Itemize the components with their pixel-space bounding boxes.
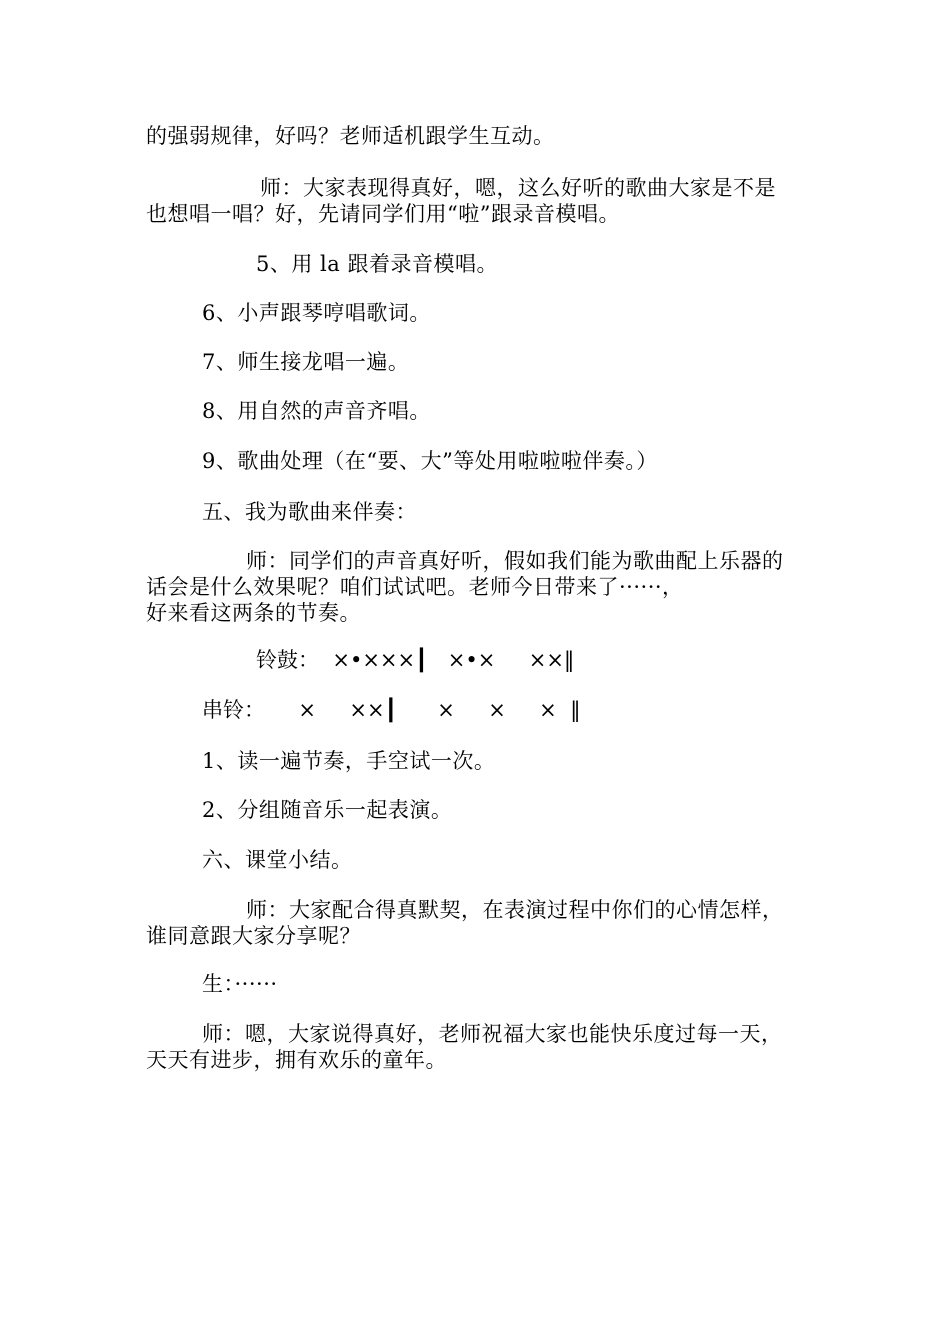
list-item: 2、分组随音乐一起表演。 bbox=[202, 798, 453, 822]
section-heading: 六、课堂小结。 bbox=[202, 848, 353, 872]
list-item: 6、小声跟琴哼唱歌词。 bbox=[202, 301, 431, 325]
rhythm-bells: 串铃： × ××┃ × × × ‖ bbox=[202, 698, 581, 722]
rhythm-tambourine: 铃鼓： ×•×××┃ ×•× ××‖ bbox=[256, 648, 575, 672]
text-line: 也想唱一唱？好，先请同学们用“啦”跟录音模唱。 bbox=[146, 202, 620, 226]
text-line: 生：······ bbox=[202, 972, 278, 996]
list-item: 7、师生接龙唱一遍。 bbox=[202, 350, 410, 374]
list-item: 1、读一遍节奏，手空试一次。 bbox=[202, 749, 496, 773]
text-line: 谁同意跟大家分享呢？ bbox=[146, 924, 361, 948]
text-line: 师：嗯，大家说得真好，老师祝福大家也能快乐度过每一天， bbox=[202, 1022, 783, 1046]
text-line: 的强弱规律，好吗？老师适机跟学生互动。 bbox=[146, 124, 555, 148]
list-item: 9、歌曲处理（在“要、大”等处用啦啦啦伴奏。） bbox=[202, 449, 658, 473]
text-line: 好来看这两条的节奏。 bbox=[146, 601, 361, 625]
section-heading: 五、我为歌曲来伴奏： bbox=[202, 500, 417, 524]
text-line: 话会是什么效果呢？咱们试试吧。老师今日带来了······， bbox=[146, 575, 684, 599]
text-line: 师：大家表现得真好，嗯，这么好听的歌曲大家是不是 bbox=[260, 176, 776, 200]
text-line: 师：大家配合得真默契，在表演过程中你们的心情怎样， bbox=[246, 898, 784, 922]
list-item: 8、用自然的声音齐唱。 bbox=[202, 399, 431, 423]
text-line: 师：同学们的声音真好听，假如我们能为歌曲配上乐器的 bbox=[246, 549, 784, 573]
text-line: 天天有进步，拥有欢乐的童年。 bbox=[146, 1048, 447, 1072]
list-item: 5、用 la 跟着录音模唱。 bbox=[256, 252, 498, 276]
